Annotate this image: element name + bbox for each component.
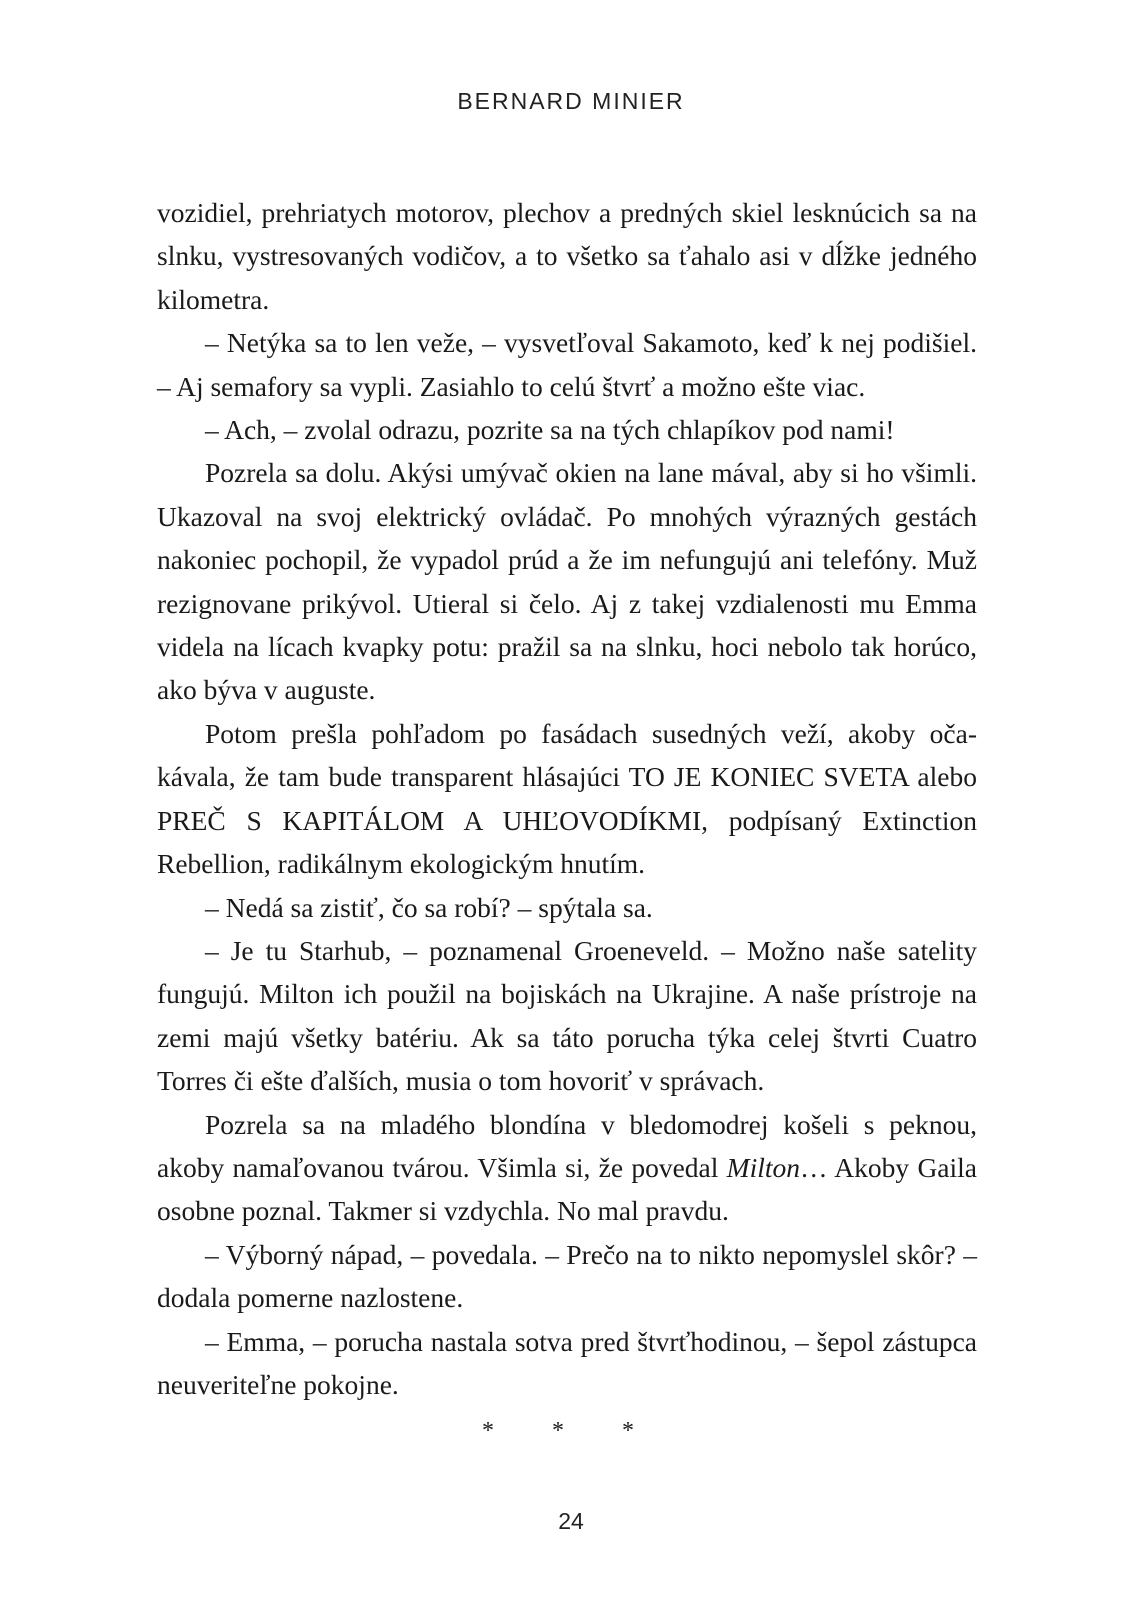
paragraph-6: – Nedá sa zistiť, čo sa robí? – spýtala sa. [205,891,653,923]
scene-break-asterisks: * * * [482,1418,660,1444]
paragraph-9: – Výborný nápad, – povedala. – Prečo na to nikto nepomyslel skôr? – dodala pomerne nazlostene. [157,1238,977,1314]
page-number: 24 [558,1508,584,1534]
paragraph-1: vozidiel, prehriatych motorov, plechov a predných skiel lesknúcich sa na slnku, vystresovaných vodičov, a to všetko sa ťahalo asi v dĺžke jedného kilometra. [157,197,977,315]
paragraph-3: – Ach, – zvolal odrazu, pozrite sa na tých chlapíkov pod nami! [205,414,895,446]
paragraph-10: – Emma, – porucha nastala sotva pred štvrťhodinou, – šepol zástupca neuveriteľne pokojne. [157,1325,977,1400]
paragraph-8 [157,1103,977,1233]
paragraph-8-text-end: … Akoby Gaila osobne poznal. Takmer si vzdychla. No mal pravdu. [157,1151,977,1227]
body-text [157,191,977,1406]
paragraph-8-text-start: Pozrela sa na mladého blondína v bledomodrej košeli s peknou, akoby namaľovanou tvárou. Všimla si, že povedal [157,1108,977,1183]
paragraph-4: Pozrela sa dolu. Akýsi umývač okien na lane mával, aby si ho všimli. Ukazoval na svoj elektrický ovládač. Po mnohých výrazných gestách nakoniec pochopil, že vypadol prúd a že im nefungujú ani telefóny. Muž rezignovane prikývol. Utieral si čelo. Aj z takej vzdialenosti mu Emma videla na lícach kvapky potu: pražil sa na slnku, hoci nebolo tak horúco, ako býva v auguste. [157,457,977,706]
paragraph-5: Potom prešla pohľadom po fasádach susedných veží, akoby očakávala, že tam bude transparent hlásajúci TO JE KONIEC SVETA alebo PREČ S KAPITÁLOM A UHĽOVODÍKMI, podpísaný Extinction Rebellion, radikálnym ekologickým hnutím. [157,717,977,880]
running-head-author: BERNARD MINIER [457,88,685,114]
paragraph-7: – Je tu Starhub, – poznamenal Groeneveld. – Možno naše satelity fungujú. Milton ich použil na bojiskách na Ukrajine. A naše prístroje na zemi majú všetky batériu. Ak sa táto porucha týka celej štvrti Cuatro Torres či ešte ďalších, musia o tom hovoriť v správach. [157,934,977,1097]
paragraph-8-italic-milton: Milton [726,1151,801,1183]
paragraph-2: – Netýka sa to len veže, – vysvetľoval Sakamoto, keď k nej podišiel. – Aj semafory sa vypli. Zasiahlo to celú štvrť a možno ešte viac. [157,327,977,402]
